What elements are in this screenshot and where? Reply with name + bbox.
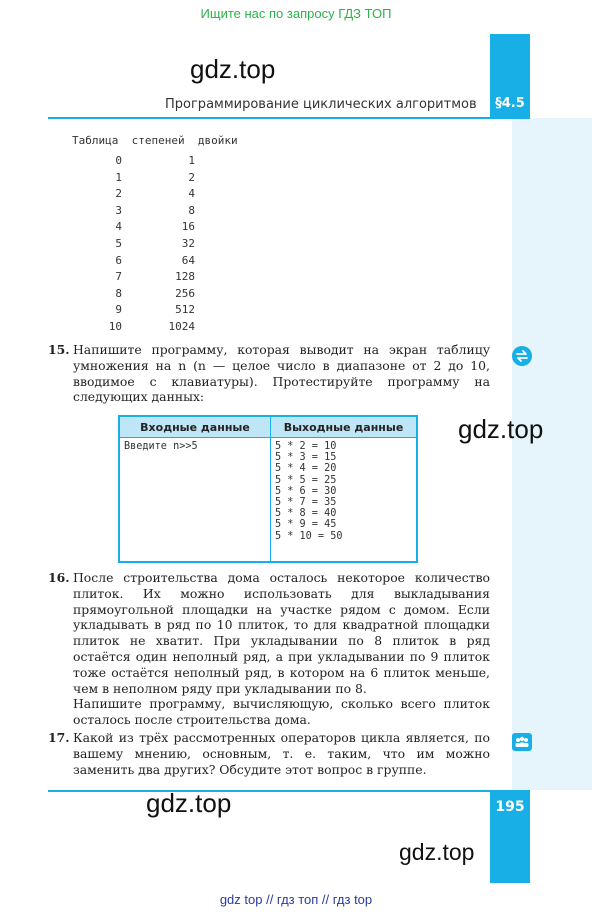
task-text-continued: Напишите программу, вычисляющую, сколько всего плиток осталось после строительства дома. <box>73 696 490 728</box>
powers-table-row <box>90 287 195 304</box>
exponent-cell: 3 <box>115 203 122 217</box>
exponent-cell: 5 <box>115 237 122 250</box>
output-line: 5 * 10 = 50 <box>275 530 343 542</box>
task-number: 15. <box>48 342 70 357</box>
powers-table-row <box>90 171 195 188</box>
power-value-cell: 32 <box>181 237 195 250</box>
task-text: Какой из трёх рассмотренных операторов цикла является, по вашему мнению, основным, т. е. таким, что им можно заменить два других? Обсудите этот вопрос в группе. <box>73 730 490 777</box>
header-rule <box>48 117 530 119</box>
page-header-title: Программирование циклических алгоритмов <box>165 97 477 112</box>
exponent-cell: 6 <box>115 253 122 267</box>
exponent-cell: 8 <box>115 286 122 300</box>
output-line: 5 * 9 = 45 <box>275 519 337 531</box>
search-banner: Ищите нас по запросу ГДЗ ТОП <box>200 6 392 21</box>
margin-strip <box>512 118 592 790</box>
page-number: 195 <box>495 799 525 815</box>
power-value-cell: 4 <box>188 187 195 201</box>
footer-rule <box>48 790 530 792</box>
powers-table-row <box>90 254 195 271</box>
powers-table-row <box>90 237 195 254</box>
output-line: 5 * 5 = 25 <box>275 474 337 486</box>
watermark: gdz.top <box>458 414 544 444</box>
output-header: Выходные данные <box>271 416 418 438</box>
output-line: 5 * 3 = 15 <box>275 452 337 464</box>
output-line: 5 * 6 = 30 <box>275 485 337 497</box>
power-value-cell: 64 <box>181 253 195 267</box>
exponent-cell: 2 <box>115 187 122 201</box>
section-number: §4.5 <box>495 96 525 111</box>
power-value-cell: 256 <box>175 286 195 300</box>
task-text: После строительства дома осталось некоторое количество плиток. Их можно использовать для выкладывания прямоугольной площадки на участке рядом с домом. Если укладывать в ряд по 10 плиток, то для квадратной площадки плиток не хватит. При укладывании по 8 плиток в ряд остаётся один неполный ряд, а при укладывании по 9 плиток тоже остаётся неполный ряд, в котором на 6 плиток меньше, чем в неполном ряду при укладывании по 8. <box>73 570 490 696</box>
power-value-cell: 128 <box>175 270 195 284</box>
power-value-cell: 1 <box>188 154 195 167</box>
task-number: 17. <box>48 730 70 745</box>
watermark: gdz.top <box>146 788 232 818</box>
powers-table-row <box>90 154 195 171</box>
input-header: Входные данные <box>119 416 271 438</box>
powers-table-row <box>90 187 195 204</box>
task-15 <box>48 342 490 405</box>
power-value-cell: 2 <box>188 170 195 184</box>
exponent-cell: 9 <box>115 303 122 317</box>
powers-table-row <box>90 270 195 287</box>
output-line: 5 * 8 = 40 <box>275 508 337 520</box>
task-number: 16. <box>48 570 70 585</box>
power-value-cell: 16 <box>181 220 195 234</box>
powers-table-row <box>90 320 195 337</box>
powers-table-row <box>90 303 195 320</box>
exponent-cell: 10 <box>108 320 122 333</box>
task-17 <box>48 730 490 777</box>
footer-text: gdz top // гдз топ // гдз top <box>219 892 373 907</box>
task-16 <box>48 570 490 728</box>
exponent-cell: 7 <box>115 270 122 284</box>
exponent-cell: 0 <box>115 154 122 167</box>
output-line: 5 * 4 = 20 <box>275 463 337 475</box>
powers-table-row <box>90 204 195 221</box>
exponent-cell: 4 <box>115 220 122 234</box>
output-line: 5 * 7 = 35 <box>275 497 337 509</box>
watermark: gdz.top <box>190 54 276 84</box>
input-cell: Введите n>>5 <box>124 441 198 452</box>
group-icon <box>512 733 532 751</box>
task-text: Напишите программу, которая выводит на экран таблицу умножения на n (n — целое число в диапазоне от 2 до 10, вводимое с клавиатуры). Протестируйте программу на следующих данных: <box>73 342 490 405</box>
powers-table-heading: Таблица степеней двойки <box>72 134 238 147</box>
io-table <box>118 415 418 563</box>
powers-table-row <box>90 220 195 237</box>
power-value-cell: 1024 <box>168 320 195 333</box>
output-line: 5 * 2 = 10 <box>275 441 337 452</box>
exponent-cell: 1 <box>115 170 122 184</box>
watermark: gdz.top <box>399 839 475 865</box>
power-value-cell: 8 <box>188 203 195 217</box>
exchange-icon <box>512 346 532 366</box>
power-value-cell: 512 <box>175 303 195 317</box>
